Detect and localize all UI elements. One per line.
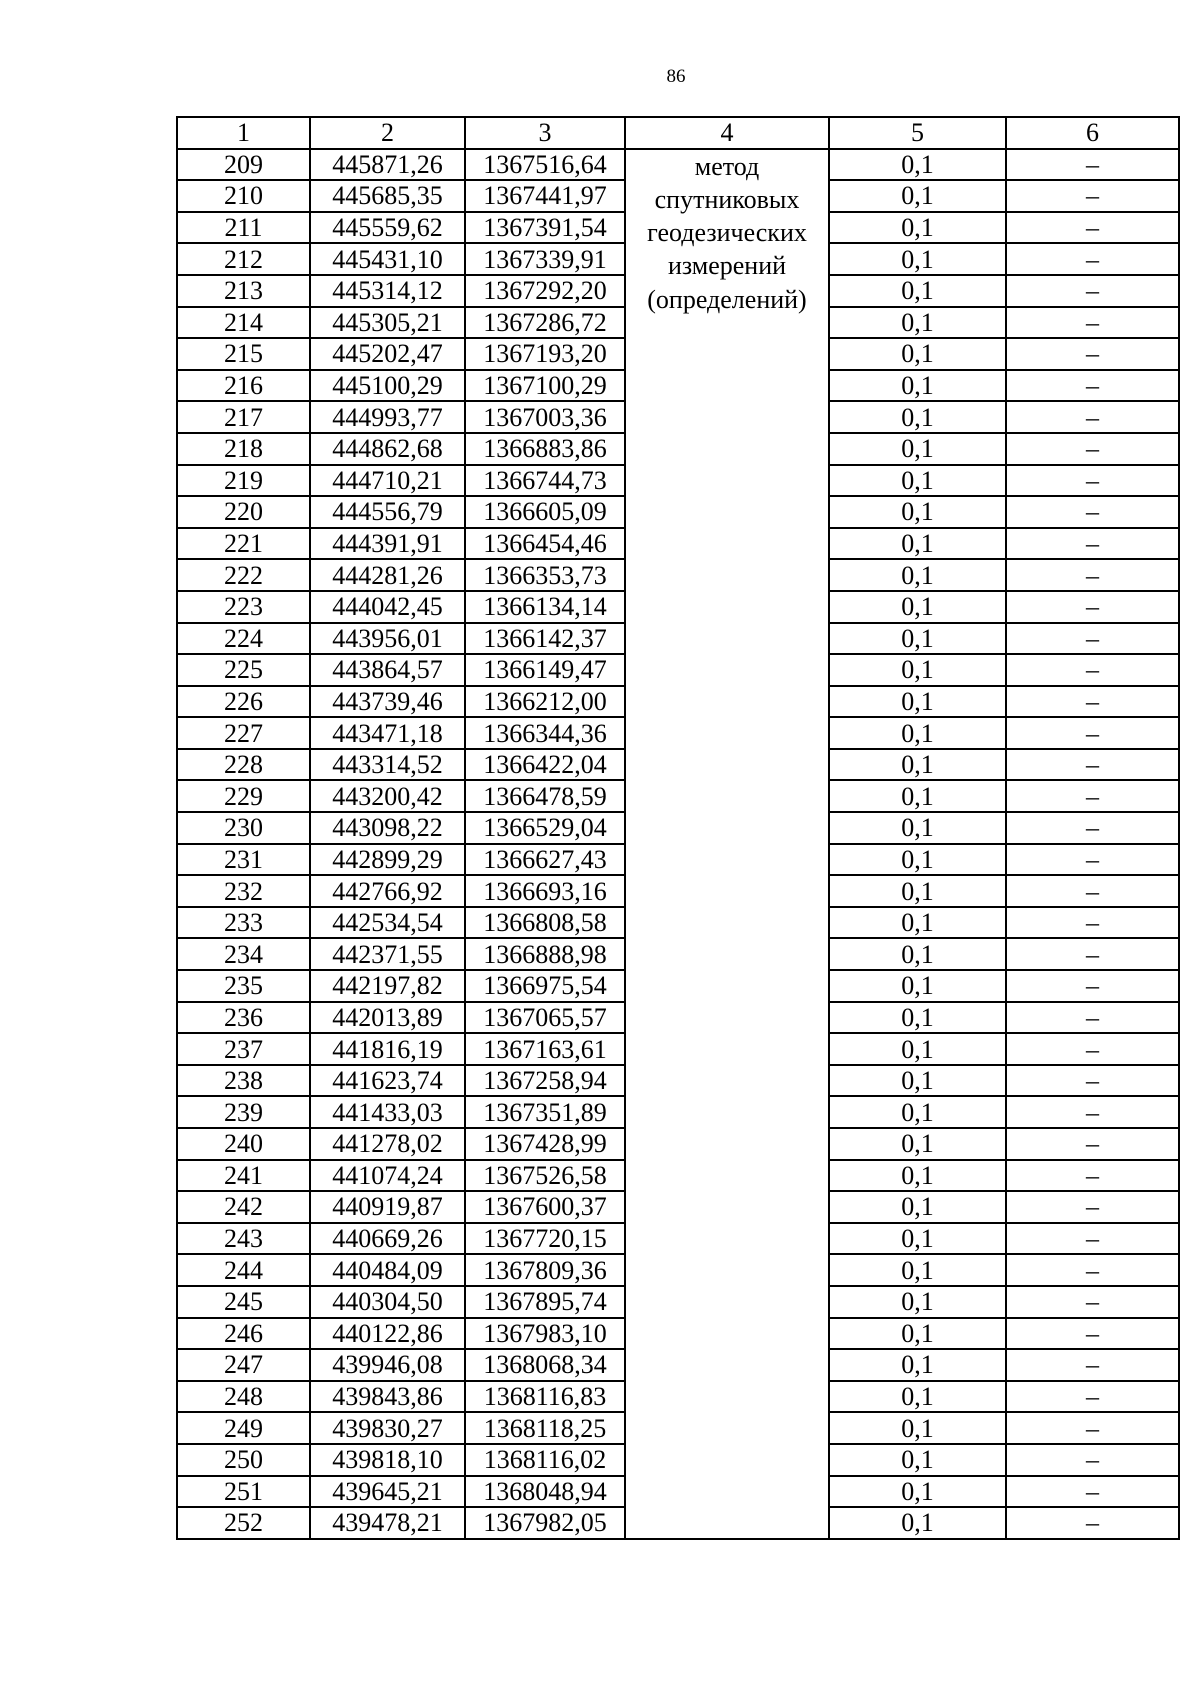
y-coordinate-cell: 1367292,20 [465, 275, 625, 307]
point-number-cell: 222 [177, 559, 310, 591]
x-coordinate-cell: 442197,82 [310, 970, 465, 1002]
point-number-cell: 235 [177, 970, 310, 1002]
note-cell: – [1006, 1191, 1179, 1223]
page-number: 86 [666, 66, 686, 87]
accuracy-cell: 0,1 [829, 149, 1006, 181]
method-text-line: спутниковых [654, 184, 800, 214]
x-coordinate-cell: 444556,79 [310, 496, 465, 528]
accuracy-cell: 0,1 [829, 433, 1006, 465]
note-cell: – [1006, 528, 1179, 560]
note-cell: – [1006, 844, 1179, 876]
accuracy-cell: 0,1 [829, 1412, 1006, 1444]
x-coordinate-cell: 442371,55 [310, 938, 465, 970]
note-cell: – [1006, 1444, 1179, 1476]
x-coordinate-cell: 440304,50 [310, 1286, 465, 1318]
method-text-line: геодезических [647, 218, 807, 248]
accuracy-cell: 0,1 [829, 938, 1006, 970]
note-cell: – [1006, 1412, 1179, 1444]
y-coordinate-cell: 1367983,10 [465, 1318, 625, 1350]
x-coordinate-cell: 441816,19 [310, 1033, 465, 1065]
accuracy-cell: 0,1 [829, 307, 1006, 339]
y-coordinate-cell: 1367895,74 [465, 1286, 625, 1318]
point-number-cell: 239 [177, 1096, 310, 1128]
x-coordinate-cell: 439818,10 [310, 1444, 465, 1476]
accuracy-cell: 0,1 [829, 1349, 1006, 1381]
accuracy-cell: 0,1 [829, 591, 1006, 623]
note-cell: – [1006, 686, 1179, 718]
y-coordinate-cell: 1366422,04 [465, 749, 625, 781]
x-coordinate-cell: 445559,62 [310, 212, 465, 244]
y-coordinate-cell: 1367065,57 [465, 1002, 625, 1034]
x-coordinate-cell: 443739,46 [310, 686, 465, 718]
x-coordinate-cell: 441433,03 [310, 1096, 465, 1128]
accuracy-cell: 0,1 [829, 1160, 1006, 1192]
point-number-cell: 227 [177, 717, 310, 749]
y-coordinate-cell: 1367391,54 [465, 212, 625, 244]
x-coordinate-cell: 439843,86 [310, 1381, 465, 1413]
y-coordinate-cell: 1368068,34 [465, 1349, 625, 1381]
y-coordinate-cell: 1366149,47 [465, 654, 625, 686]
method-text-line: (определений) [647, 284, 807, 314]
x-coordinate-cell: 445314,12 [310, 275, 465, 307]
x-coordinate-cell: 439478,21 [310, 1507, 465, 1539]
note-cell: – [1006, 496, 1179, 528]
x-coordinate-cell: 444710,21 [310, 465, 465, 497]
header-cell-5: 5 [829, 117, 1006, 149]
accuracy-cell: 0,1 [829, 749, 1006, 781]
note-cell: – [1006, 338, 1179, 370]
x-coordinate-cell: 444281,26 [310, 559, 465, 591]
point-number-cell: 211 [177, 212, 310, 244]
x-coordinate-cell: 445431,10 [310, 243, 465, 275]
y-coordinate-cell: 1366975,54 [465, 970, 625, 1002]
accuracy-cell: 0,1 [829, 780, 1006, 812]
note-cell: – [1006, 717, 1179, 749]
accuracy-cell: 0,1 [829, 1223, 1006, 1255]
note-cell: – [1006, 465, 1179, 497]
note-cell: – [1006, 749, 1179, 781]
accuracy-cell: 0,1 [829, 1002, 1006, 1034]
point-number-cell: 250 [177, 1444, 310, 1476]
point-number-cell: 230 [177, 812, 310, 844]
point-number-cell: 229 [177, 780, 310, 812]
note-cell: – [1006, 559, 1179, 591]
x-coordinate-cell: 441074,24 [310, 1160, 465, 1192]
y-coordinate-cell: 1366605,09 [465, 496, 625, 528]
y-coordinate-cell: 1368116,83 [465, 1381, 625, 1413]
point-number-cell: 246 [177, 1318, 310, 1350]
x-coordinate-cell: 443098,22 [310, 812, 465, 844]
note-cell: – [1006, 1128, 1179, 1160]
coordinates-table [176, 116, 1180, 1540]
y-coordinate-cell: 1368118,25 [465, 1412, 625, 1444]
note-cell: – [1006, 1349, 1179, 1381]
y-coordinate-cell: 1367286,72 [465, 307, 625, 339]
x-coordinate-cell: 445100,29 [310, 370, 465, 402]
y-coordinate-cell: 1366134,14 [465, 591, 625, 623]
accuracy-cell: 0,1 [829, 844, 1006, 876]
y-coordinate-cell: 1367600,37 [465, 1191, 625, 1223]
y-coordinate-cell: 1366883,86 [465, 433, 625, 465]
point-number-cell: 219 [177, 465, 310, 497]
x-coordinate-cell: 442534,54 [310, 907, 465, 939]
note-cell: – [1006, 243, 1179, 275]
point-number-cell: 240 [177, 1128, 310, 1160]
accuracy-cell: 0,1 [829, 1096, 1006, 1128]
y-coordinate-cell: 1367100,29 [465, 370, 625, 402]
point-number-cell: 242 [177, 1191, 310, 1223]
x-coordinate-cell: 442766,92 [310, 875, 465, 907]
point-number-cell: 220 [177, 496, 310, 528]
point-number-cell: 244 [177, 1254, 310, 1286]
accuracy-cell: 0,1 [829, 1191, 1006, 1223]
x-coordinate-cell: 441623,74 [310, 1065, 465, 1097]
point-number-cell: 221 [177, 528, 310, 560]
point-number-cell: 224 [177, 623, 310, 655]
header-cell-3: 3 [465, 117, 625, 149]
accuracy-cell: 0,1 [829, 465, 1006, 497]
note-cell: – [1006, 1065, 1179, 1097]
x-coordinate-cell: 445305,21 [310, 307, 465, 339]
x-coordinate-cell: 445202,47 [310, 338, 465, 370]
note-cell: – [1006, 1160, 1179, 1192]
note-cell: – [1006, 433, 1179, 465]
accuracy-cell: 0,1 [829, 401, 1006, 433]
point-number-cell: 248 [177, 1381, 310, 1413]
point-number-cell: 210 [177, 180, 310, 212]
accuracy-cell: 0,1 [829, 1318, 1006, 1350]
point-number-cell: 213 [177, 275, 310, 307]
note-cell: – [1006, 275, 1179, 307]
accuracy-cell: 0,1 [829, 1254, 1006, 1286]
point-number-cell: 209 [177, 149, 310, 181]
note-cell: – [1006, 970, 1179, 1002]
note-cell: – [1006, 623, 1179, 655]
note-cell: – [1006, 1476, 1179, 1508]
x-coordinate-cell: 442013,89 [310, 1002, 465, 1034]
point-number-cell: 217 [177, 401, 310, 433]
y-coordinate-cell: 1367339,91 [465, 243, 625, 275]
accuracy-cell: 0,1 [829, 559, 1006, 591]
y-coordinate-cell: 1368116,02 [465, 1444, 625, 1476]
point-number-cell: 214 [177, 307, 310, 339]
accuracy-cell: 0,1 [829, 654, 1006, 686]
y-coordinate-cell: 1368048,94 [465, 1476, 625, 1508]
y-coordinate-cell: 1367163,61 [465, 1033, 625, 1065]
note-cell: – [1006, 907, 1179, 939]
y-coordinate-cell: 1367351,89 [465, 1096, 625, 1128]
point-number-cell: 243 [177, 1223, 310, 1255]
header-cell-1: 1 [177, 117, 310, 149]
y-coordinate-cell: 1367003,36 [465, 401, 625, 433]
point-number-cell: 251 [177, 1476, 310, 1508]
y-coordinate-cell: 1367720,15 [465, 1223, 625, 1255]
accuracy-cell: 0,1 [829, 907, 1006, 939]
y-coordinate-cell: 1367526,58 [465, 1160, 625, 1192]
point-number-cell: 241 [177, 1160, 310, 1192]
accuracy-cell: 0,1 [829, 275, 1006, 307]
note-cell: – [1006, 591, 1179, 623]
accuracy-cell: 0,1 [829, 1065, 1006, 1097]
accuracy-cell: 0,1 [829, 243, 1006, 275]
method-cell [625, 149, 829, 1539]
x-coordinate-cell: 442899,29 [310, 844, 465, 876]
y-coordinate-cell: 1366744,73 [465, 465, 625, 497]
x-coordinate-cell: 444993,77 [310, 401, 465, 433]
note-cell: – [1006, 812, 1179, 844]
x-coordinate-cell: 445685,35 [310, 180, 465, 212]
method-text-line: измерений [667, 251, 787, 281]
accuracy-cell: 0,1 [829, 1286, 1006, 1318]
x-coordinate-cell: 440919,87 [310, 1191, 465, 1223]
header-row [177, 117, 1179, 149]
note-cell: – [1006, 654, 1179, 686]
table-row [177, 149, 1179, 181]
note-cell: – [1006, 1318, 1179, 1350]
accuracy-cell: 0,1 [829, 623, 1006, 655]
point-number-cell: 233 [177, 907, 310, 939]
note-cell: – [1006, 180, 1179, 212]
note-cell: – [1006, 938, 1179, 970]
point-number-cell: 247 [177, 1349, 310, 1381]
x-coordinate-cell: 443956,01 [310, 623, 465, 655]
note-cell: – [1006, 1096, 1179, 1128]
point-number-cell: 231 [177, 844, 310, 876]
point-number-cell: 237 [177, 1033, 310, 1065]
note-cell: – [1006, 370, 1179, 402]
point-number-cell: 245 [177, 1286, 310, 1318]
note-cell: – [1006, 1223, 1179, 1255]
note-cell: – [1006, 1002, 1179, 1034]
point-number-cell: 212 [177, 243, 310, 275]
accuracy-cell: 0,1 [829, 1444, 1006, 1476]
accuracy-cell: 0,1 [829, 686, 1006, 718]
x-coordinate-cell: 441278,02 [310, 1128, 465, 1160]
header-cell-2: 2 [310, 117, 465, 149]
y-coordinate-cell: 1366454,46 [465, 528, 625, 560]
accuracy-cell: 0,1 [829, 370, 1006, 402]
x-coordinate-cell: 443864,57 [310, 654, 465, 686]
accuracy-cell: 0,1 [829, 812, 1006, 844]
accuracy-cell: 0,1 [829, 1033, 1006, 1065]
y-coordinate-cell: 1366212,00 [465, 686, 625, 718]
x-coordinate-cell: 440122,86 [310, 1318, 465, 1350]
point-number-cell: 236 [177, 1002, 310, 1034]
point-number-cell: 223 [177, 591, 310, 623]
accuracy-cell: 0,1 [829, 1381, 1006, 1413]
y-coordinate-cell: 1366478,59 [465, 780, 625, 812]
point-number-cell: 225 [177, 654, 310, 686]
accuracy-cell: 0,1 [829, 717, 1006, 749]
point-number-cell: 215 [177, 338, 310, 370]
y-coordinate-cell: 1367982,05 [465, 1507, 625, 1539]
point-number-cell: 232 [177, 875, 310, 907]
x-coordinate-cell: 439830,27 [310, 1412, 465, 1444]
y-coordinate-cell: 1367428,99 [465, 1128, 625, 1160]
accuracy-cell: 0,1 [829, 1507, 1006, 1539]
x-coordinate-cell: 439645,21 [310, 1476, 465, 1508]
y-coordinate-cell: 1367258,94 [465, 1065, 625, 1097]
point-number-cell: 238 [177, 1065, 310, 1097]
y-coordinate-cell: 1366344,36 [465, 717, 625, 749]
accuracy-cell: 0,1 [829, 875, 1006, 907]
point-number-cell: 216 [177, 370, 310, 402]
y-coordinate-cell: 1366142,37 [465, 623, 625, 655]
header-cell-6: 6 [1006, 117, 1179, 149]
note-cell: – [1006, 1033, 1179, 1065]
accuracy-cell: 0,1 [829, 1476, 1006, 1508]
x-coordinate-cell: 443200,42 [310, 780, 465, 812]
note-cell: – [1006, 307, 1179, 339]
x-coordinate-cell: 443314,52 [310, 749, 465, 781]
point-number-cell: 218 [177, 433, 310, 465]
y-coordinate-cell: 1367441,97 [465, 180, 625, 212]
note-cell: – [1006, 1381, 1179, 1413]
y-coordinate-cell: 1366693,16 [465, 875, 625, 907]
y-coordinate-cell: 1367809,36 [465, 1254, 625, 1286]
table-body [177, 149, 1179, 1539]
x-coordinate-cell: 445871,26 [310, 149, 465, 181]
x-coordinate-cell: 440669,26 [310, 1223, 465, 1255]
y-coordinate-cell: 1367193,20 [465, 338, 625, 370]
note-cell: – [1006, 1286, 1179, 1318]
header-cell-4: 4 [625, 117, 829, 149]
method-text-line: метод [694, 151, 760, 181]
y-coordinate-cell: 1366353,73 [465, 559, 625, 591]
note-cell: – [1006, 212, 1179, 244]
note-cell: – [1006, 1507, 1179, 1539]
point-number-cell: 249 [177, 1412, 310, 1444]
y-coordinate-cell: 1366529,04 [465, 812, 625, 844]
note-cell: – [1006, 1254, 1179, 1286]
accuracy-cell: 0,1 [829, 338, 1006, 370]
x-coordinate-cell: 440484,09 [310, 1254, 465, 1286]
y-coordinate-cell: 1366808,58 [465, 907, 625, 939]
accuracy-cell: 0,1 [829, 212, 1006, 244]
accuracy-cell: 0,1 [829, 528, 1006, 560]
y-coordinate-cell: 1366627,43 [465, 844, 625, 876]
point-number-cell: 226 [177, 686, 310, 718]
point-number-cell: 228 [177, 749, 310, 781]
note-cell: – [1006, 780, 1179, 812]
y-coordinate-cell: 1366888,98 [465, 938, 625, 970]
accuracy-cell: 0,1 [829, 180, 1006, 212]
x-coordinate-cell: 439946,08 [310, 1349, 465, 1381]
note-cell: – [1006, 401, 1179, 433]
note-cell: – [1006, 875, 1179, 907]
point-number-cell: 252 [177, 1507, 310, 1539]
x-coordinate-cell: 444391,91 [310, 528, 465, 560]
point-number-cell: 234 [177, 938, 310, 970]
x-coordinate-cell: 444862,68 [310, 433, 465, 465]
x-coordinate-cell: 443471,18 [310, 717, 465, 749]
accuracy-cell: 0,1 [829, 496, 1006, 528]
x-coordinate-cell: 444042,45 [310, 591, 465, 623]
note-cell: – [1006, 149, 1179, 181]
accuracy-cell: 0,1 [829, 1128, 1006, 1160]
accuracy-cell: 0,1 [829, 970, 1006, 1002]
y-coordinate-cell: 1367516,64 [465, 149, 625, 181]
